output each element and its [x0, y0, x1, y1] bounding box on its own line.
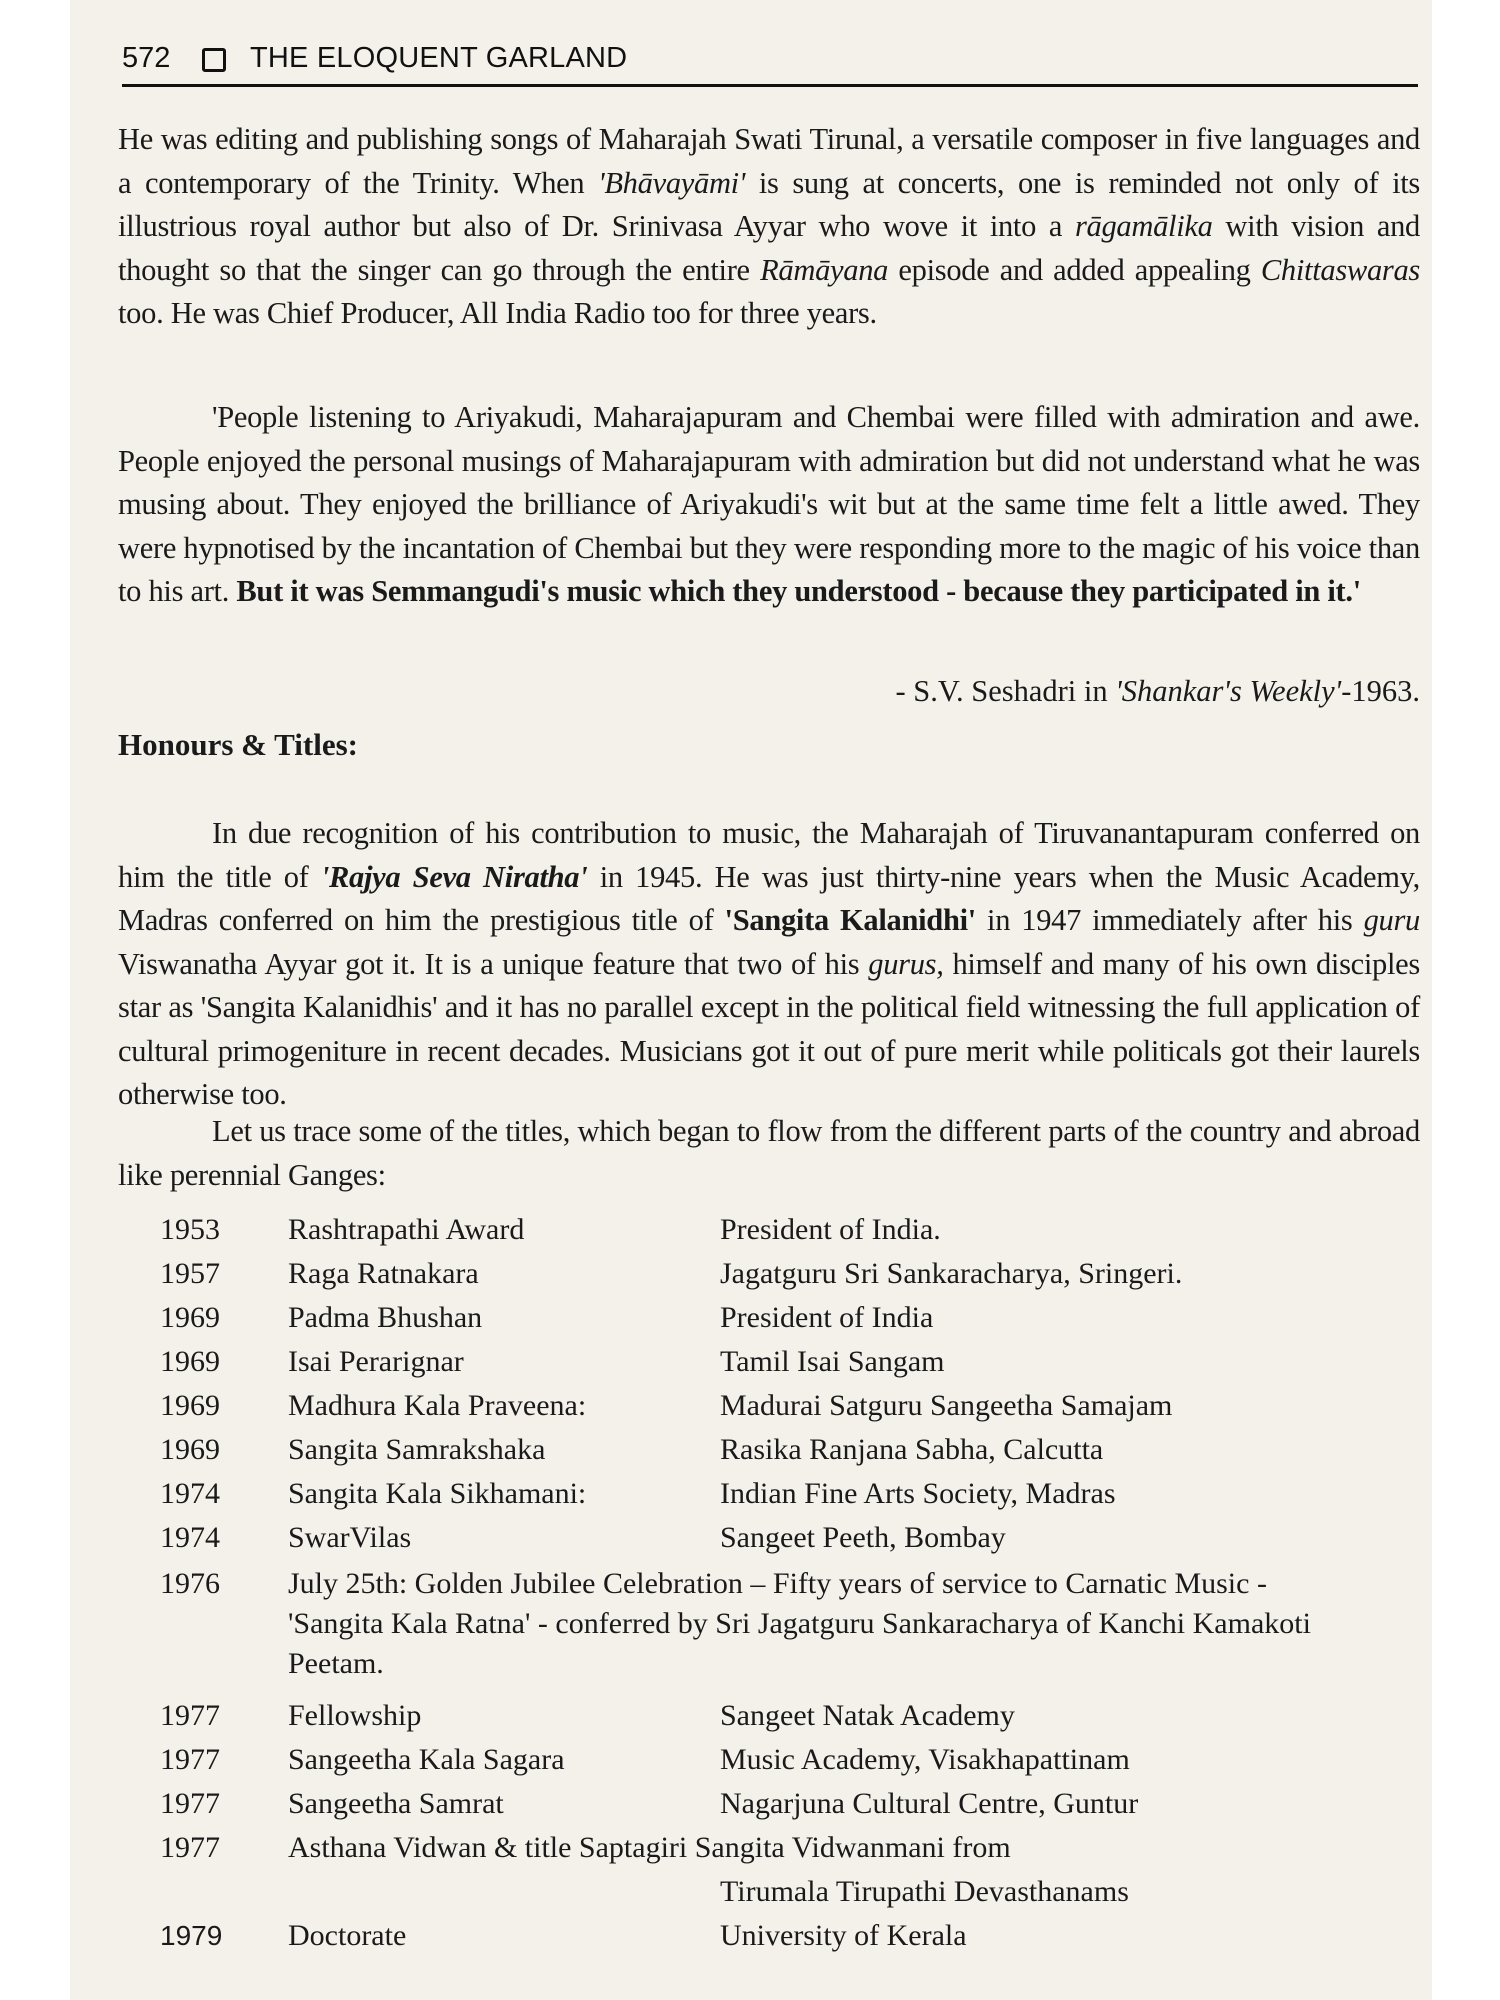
row-title: Rashtrapathi Award: [288, 1213, 525, 1246]
table-row: [70, 1738, 1432, 1782]
row-year: 1969: [160, 1389, 220, 1422]
italic-text: gurus,: [868, 946, 944, 981]
italic-text: 'Shankar's Weekly': [1115, 674, 1342, 708]
row-title: Sangita Kala Sikhamani:: [288, 1477, 587, 1510]
table-row: [70, 1472, 1432, 1516]
row-conferred-by: President of India: [720, 1301, 934, 1334]
row-year: 1977: [160, 1831, 220, 1864]
row-description: [288, 1564, 1422, 1684]
row-title: Padma Bhushan: [288, 1301, 483, 1334]
row-title: Sangeetha Samrat: [288, 1787, 504, 1820]
text-run: with vision and thought so that the singer can go through the entire: [118, 209, 1420, 287]
row-conferred-by: Tamil Isai Sangam: [720, 1345, 945, 1378]
table-row: [70, 1340, 1432, 1384]
row-title: Madhura Kala Praveena:: [288, 1389, 587, 1422]
table-row: [70, 1562, 1432, 1692]
row-year: 1977: [160, 1699, 220, 1732]
text-run: too. He was Chief Producer, All India Radio too for three years.: [118, 296, 877, 330]
row-title: Doctorate: [288, 1919, 407, 1952]
row-year: 1976: [160, 1567, 220, 1600]
row-year: 1977: [160, 1743, 220, 1776]
paragraph-swati-tirunal: [118, 118, 1420, 336]
text-run: Viswanatha Ayyar got it. It is a unique feature that two of his: [118, 946, 869, 981]
row-title: SwarVilas: [288, 1521, 412, 1554]
italic-text: 'Bhāvayāmi': [598, 165, 746, 200]
table-row: [70, 1516, 1432, 1560]
row-conferred-by: President of India.: [720, 1213, 941, 1246]
page-number: 572: [122, 42, 171, 74]
paragraph-titles-intro: Let us trace some of the titles, which began to flow from the different parts of the country and abroad like perennial Ganges:: [118, 1114, 1420, 1192]
row-year: 1977: [160, 1787, 220, 1820]
header-rule: [122, 84, 1418, 87]
row-title: Raga Ratnakara: [288, 1257, 479, 1290]
text-run: is sung at concerts, one is reminded not only of its illustrious royal author but also of Dr. Srinivasa Ayyar who wove it into a: [118, 165, 1420, 243]
row-year: 1957: [160, 1257, 220, 1290]
text-run: in 1945. He was just thirty-nine years when the Music Academy, Madras conferred on him the prestigious title of: [118, 859, 1420, 937]
row-conferred-by: Rasika Ranjana Sabha, Calcutta: [720, 1433, 1104, 1466]
text-run: in 1947 immediately after his: [975, 903, 1364, 937]
quote-attribution: [118, 670, 1420, 714]
description-line: Peetam.: [288, 1647, 384, 1680]
row-conferred-by: Jagatguru Sri Sankaracharya, Sringeri.: [720, 1257, 1183, 1290]
italic-text: Chittaswaras: [1260, 252, 1420, 287]
description-line: 'Sangita Kala Ratna' - conferred by Sri Jagatguru Sankaracharya of Kanchi Kamakoti: [288, 1607, 1311, 1640]
row-year: 1979: [160, 1920, 223, 1951]
quote-paragraph: [118, 396, 1420, 614]
text-run: -1963.: [1341, 674, 1420, 708]
row-title: Sangeetha Kala Sagara: [288, 1743, 565, 1776]
table-row: [70, 1914, 1432, 1958]
square-bullet-icon: [202, 48, 226, 72]
running-header: [122, 36, 1422, 86]
text-run: He was editing and publishing songs of Maharajah Swati Tirunal, a versatile composer in five languages and a contemporary of the Trinity. When: [118, 122, 1420, 200]
row-title: Asthana Vidwan & title Saptagiri Sangita Vidwanmani from: [288, 1831, 1011, 1864]
table-row: [70, 1208, 1432, 1252]
row-conferred-by: Sangeet Peeth, Bombay: [720, 1521, 1006, 1554]
row-conferred-by: Madurai Satguru Sangeetha Samajam: [720, 1389, 1173, 1422]
bold-italic-text: 'Rajya Seva Niratha': [320, 859, 588, 894]
row-conferred-by: University of Kerala: [720, 1919, 967, 1952]
table-row: [70, 1252, 1432, 1296]
text-run: episode and added appealing: [888, 252, 1261, 287]
section-heading: Honours & Titles:: [118, 727, 358, 762]
row-year: 1969: [160, 1301, 220, 1334]
row-conferred-by: Music Academy, Visakhapattinam: [720, 1743, 1130, 1776]
row-title: Fellowship: [288, 1699, 422, 1732]
row-title: Sangita Samrakshaka: [288, 1433, 546, 1466]
row-year: 1969: [160, 1345, 220, 1378]
text-run: 'People listening to Ariyakudi, Maharajapuram and Chembai were filled with admiration and awe. People enjoyed the personal musings of Maharajapuram with admiration but did not understand what he was musing about. They enjoyed the brilliance of Ariyakudi's wit but at the same time felt a little awed. They were hypnotised by the incantation of Chembai but they were responding more to the magic of his voice than to his art.: [118, 400, 1420, 608]
row-conferred-by: Sangeet Natak Academy: [720, 1699, 1015, 1732]
row-conferred-by: Tirumala Tirupathi Devasthanams: [720, 1875, 1129, 1908]
text-run: himself and many of his own disciples star as 'Sangita Kalanidhis' and it has no parallel except in the political field witnessing the full application of cultural primogeniture in recent decades. Musicians got it out of pure merit while politicals got their laurels otherwise too.: [118, 946, 1420, 1111]
bold-text: 'Sangita Kalanidhi': [724, 903, 976, 937]
description-line: July 25th: Golden Jubilee Celebration – Fifty years of service to Carnatic Music -: [288, 1567, 1267, 1600]
row-year: 1974: [160, 1521, 220, 1554]
row-year: 1953: [160, 1213, 220, 1246]
row-year: 1969: [160, 1433, 220, 1466]
row-year: 1974: [160, 1477, 220, 1510]
table-row: [70, 1826, 1432, 1914]
row-title: Isai Perarignar: [288, 1345, 464, 1378]
table-row: [70, 1694, 1432, 1738]
italic-text: guru: [1363, 903, 1420, 937]
text-run: In due recognition of his contribution to music, the Maharajah of Tiruvanantapuram conferred on him the title of: [118, 816, 1420, 894]
book-title: THE ELOQUENT GARLAND: [250, 42, 628, 74]
paragraph-honours: [118, 812, 1420, 1117]
table-row: [70, 1428, 1432, 1472]
italic-text: rāgamālika: [1074, 209, 1213, 243]
row-conferred-by: Indian Fine Arts Society, Madras: [720, 1477, 1116, 1510]
bold-text: But it was Semmangudi's music which they understood - because they participated in it.': [236, 574, 1361, 608]
book-page: [70, 0, 1432, 2000]
text-run: - S.V. Seshadri in: [895, 674, 1116, 708]
table-row: [70, 1296, 1432, 1340]
table-row: [70, 1782, 1432, 1826]
table-row: [70, 1384, 1432, 1428]
italic-text: Rāmāyana: [760, 252, 889, 287]
row-conferred-by: Nagarjuna Cultural Centre, Guntur: [720, 1787, 1139, 1820]
